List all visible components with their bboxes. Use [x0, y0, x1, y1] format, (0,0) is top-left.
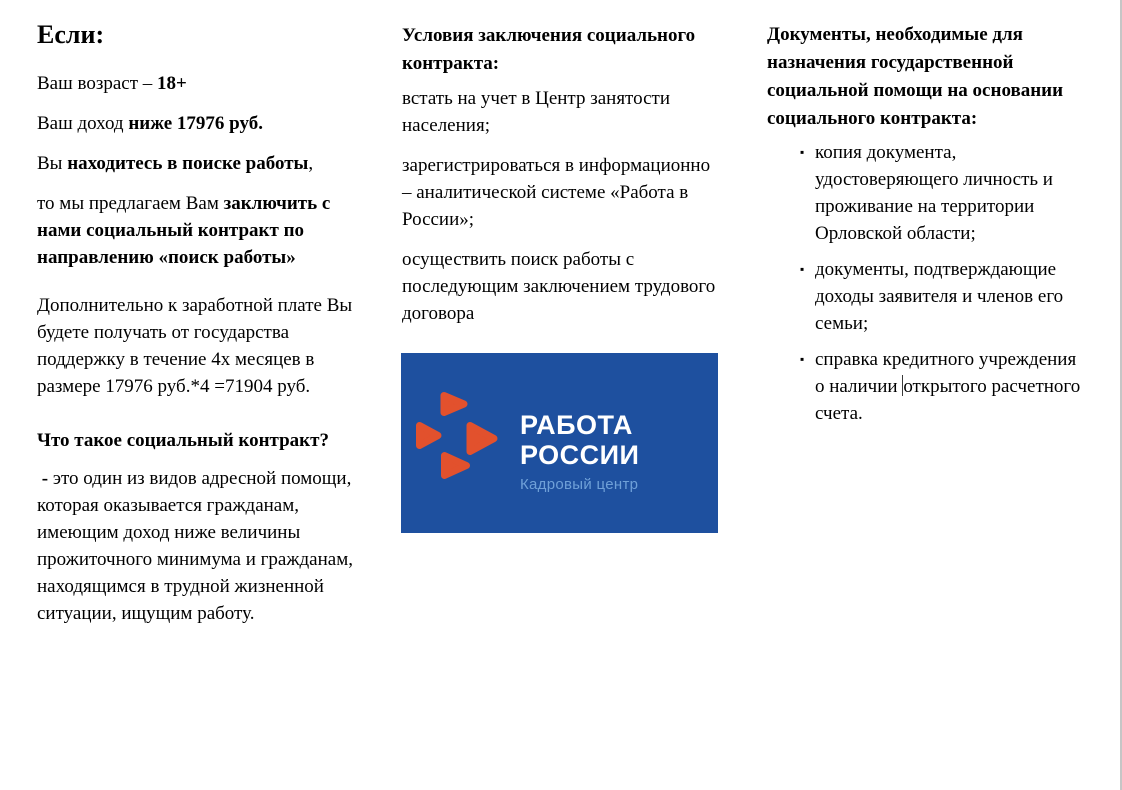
paragraph-job-search: [37, 150, 371, 177]
square-bullet-icon: ▪: [800, 352, 805, 366]
rabota-rossii-logo: [401, 353, 718, 533]
paragraph-income: [37, 110, 371, 137]
text-run: Ваш доход: [37, 113, 129, 134]
text-run-bold: заключить с нами социальный контракт по направлению «поиск работы»: [37, 193, 331, 268]
paragraph-condition-3: осуществить поиск работы с последующим заключением трудового договора: [402, 249, 716, 324]
square-bullet-icon: ▪: [800, 262, 805, 276]
left-column-heading: Если:: [37, 20, 105, 49]
paragraph-condition-2: зарегистрироваться в информационно – аналитической системе «Работа в России»;: [402, 155, 711, 230]
list-item-text: копия документа, удостоверяющего личность и проживание на территории Орловской области;: [815, 142, 1053, 244]
triangle-left: [420, 426, 439, 446]
left-column: [37, 20, 371, 640]
list-item: [767, 346, 1089, 427]
text-run-bold: ниже 17976 руб.: [128, 113, 263, 134]
text-run: это один из видов адресной помощи, которая оказывается гражданам, имеющим доход ниже величины прожиточного минимума и гражданам, находящимся в трудной жизненной ситуации, ищущим работу.: [37, 468, 358, 624]
paragraph-condition-1: встать на учет в Центр занятости населения;: [402, 88, 670, 136]
paragraph-age: [37, 70, 371, 97]
list-item: [767, 139, 1089, 247]
text-run: ,: [308, 153, 314, 174]
logo-subtitle: Кадровый центр: [520, 476, 639, 493]
text-run-bold: находитесь в поиске работы: [67, 153, 309, 174]
triangle-right: [470, 426, 494, 452]
logo-title-line2: РОССИИ: [520, 440, 640, 470]
list-item-text: [815, 346, 1089, 427]
text-run-bold: 18+: [157, 73, 187, 94]
square-bullet-icon: ▪: [800, 145, 805, 159]
text-run: Ваш возраст –: [37, 73, 158, 94]
middle-column: [402, 22, 724, 340]
triangle-top: [444, 396, 464, 413]
logo-text-block: [520, 410, 639, 493]
text-run-bold: -: [37, 468, 53, 489]
list-item-text: документы, подтверждающие доходы заявителя и членов его семьи;: [815, 259, 1064, 334]
text-run: то мы предлагаем Вам: [37, 193, 224, 214]
right-column-heading: Документы, необходимые для назначения государственной социальной помощи на основании социального контракта:: [767, 24, 1064, 129]
documents-list: [767, 139, 1089, 427]
text-run: справка кредитного учреждения о наличии: [815, 349, 1077, 397]
triangle-bottom: [445, 456, 467, 476]
text-run: Вы: [37, 153, 68, 174]
logo-title-line1: РАБОТА: [520, 410, 633, 440]
text-run: открытого расчетного счета.: [815, 376, 1081, 424]
right-column: [767, 21, 1089, 436]
list-item: [767, 256, 1089, 337]
paragraph-support-amount: Дополнительно к заработной плате Вы будете получать от государства поддержку в течение 4х месяцев в размере 17976 руб.*4 =71904 руб.: [37, 295, 353, 397]
paragraph-definition: [37, 465, 371, 627]
paragraph-offer: [37, 190, 371, 271]
left-column-subheading: Что такое социальный контракт?: [37, 430, 329, 451]
middle-column-heading: Условия заключения социального контракта:: [402, 25, 696, 74]
logo-triangles-icon: [415, 390, 499, 483]
